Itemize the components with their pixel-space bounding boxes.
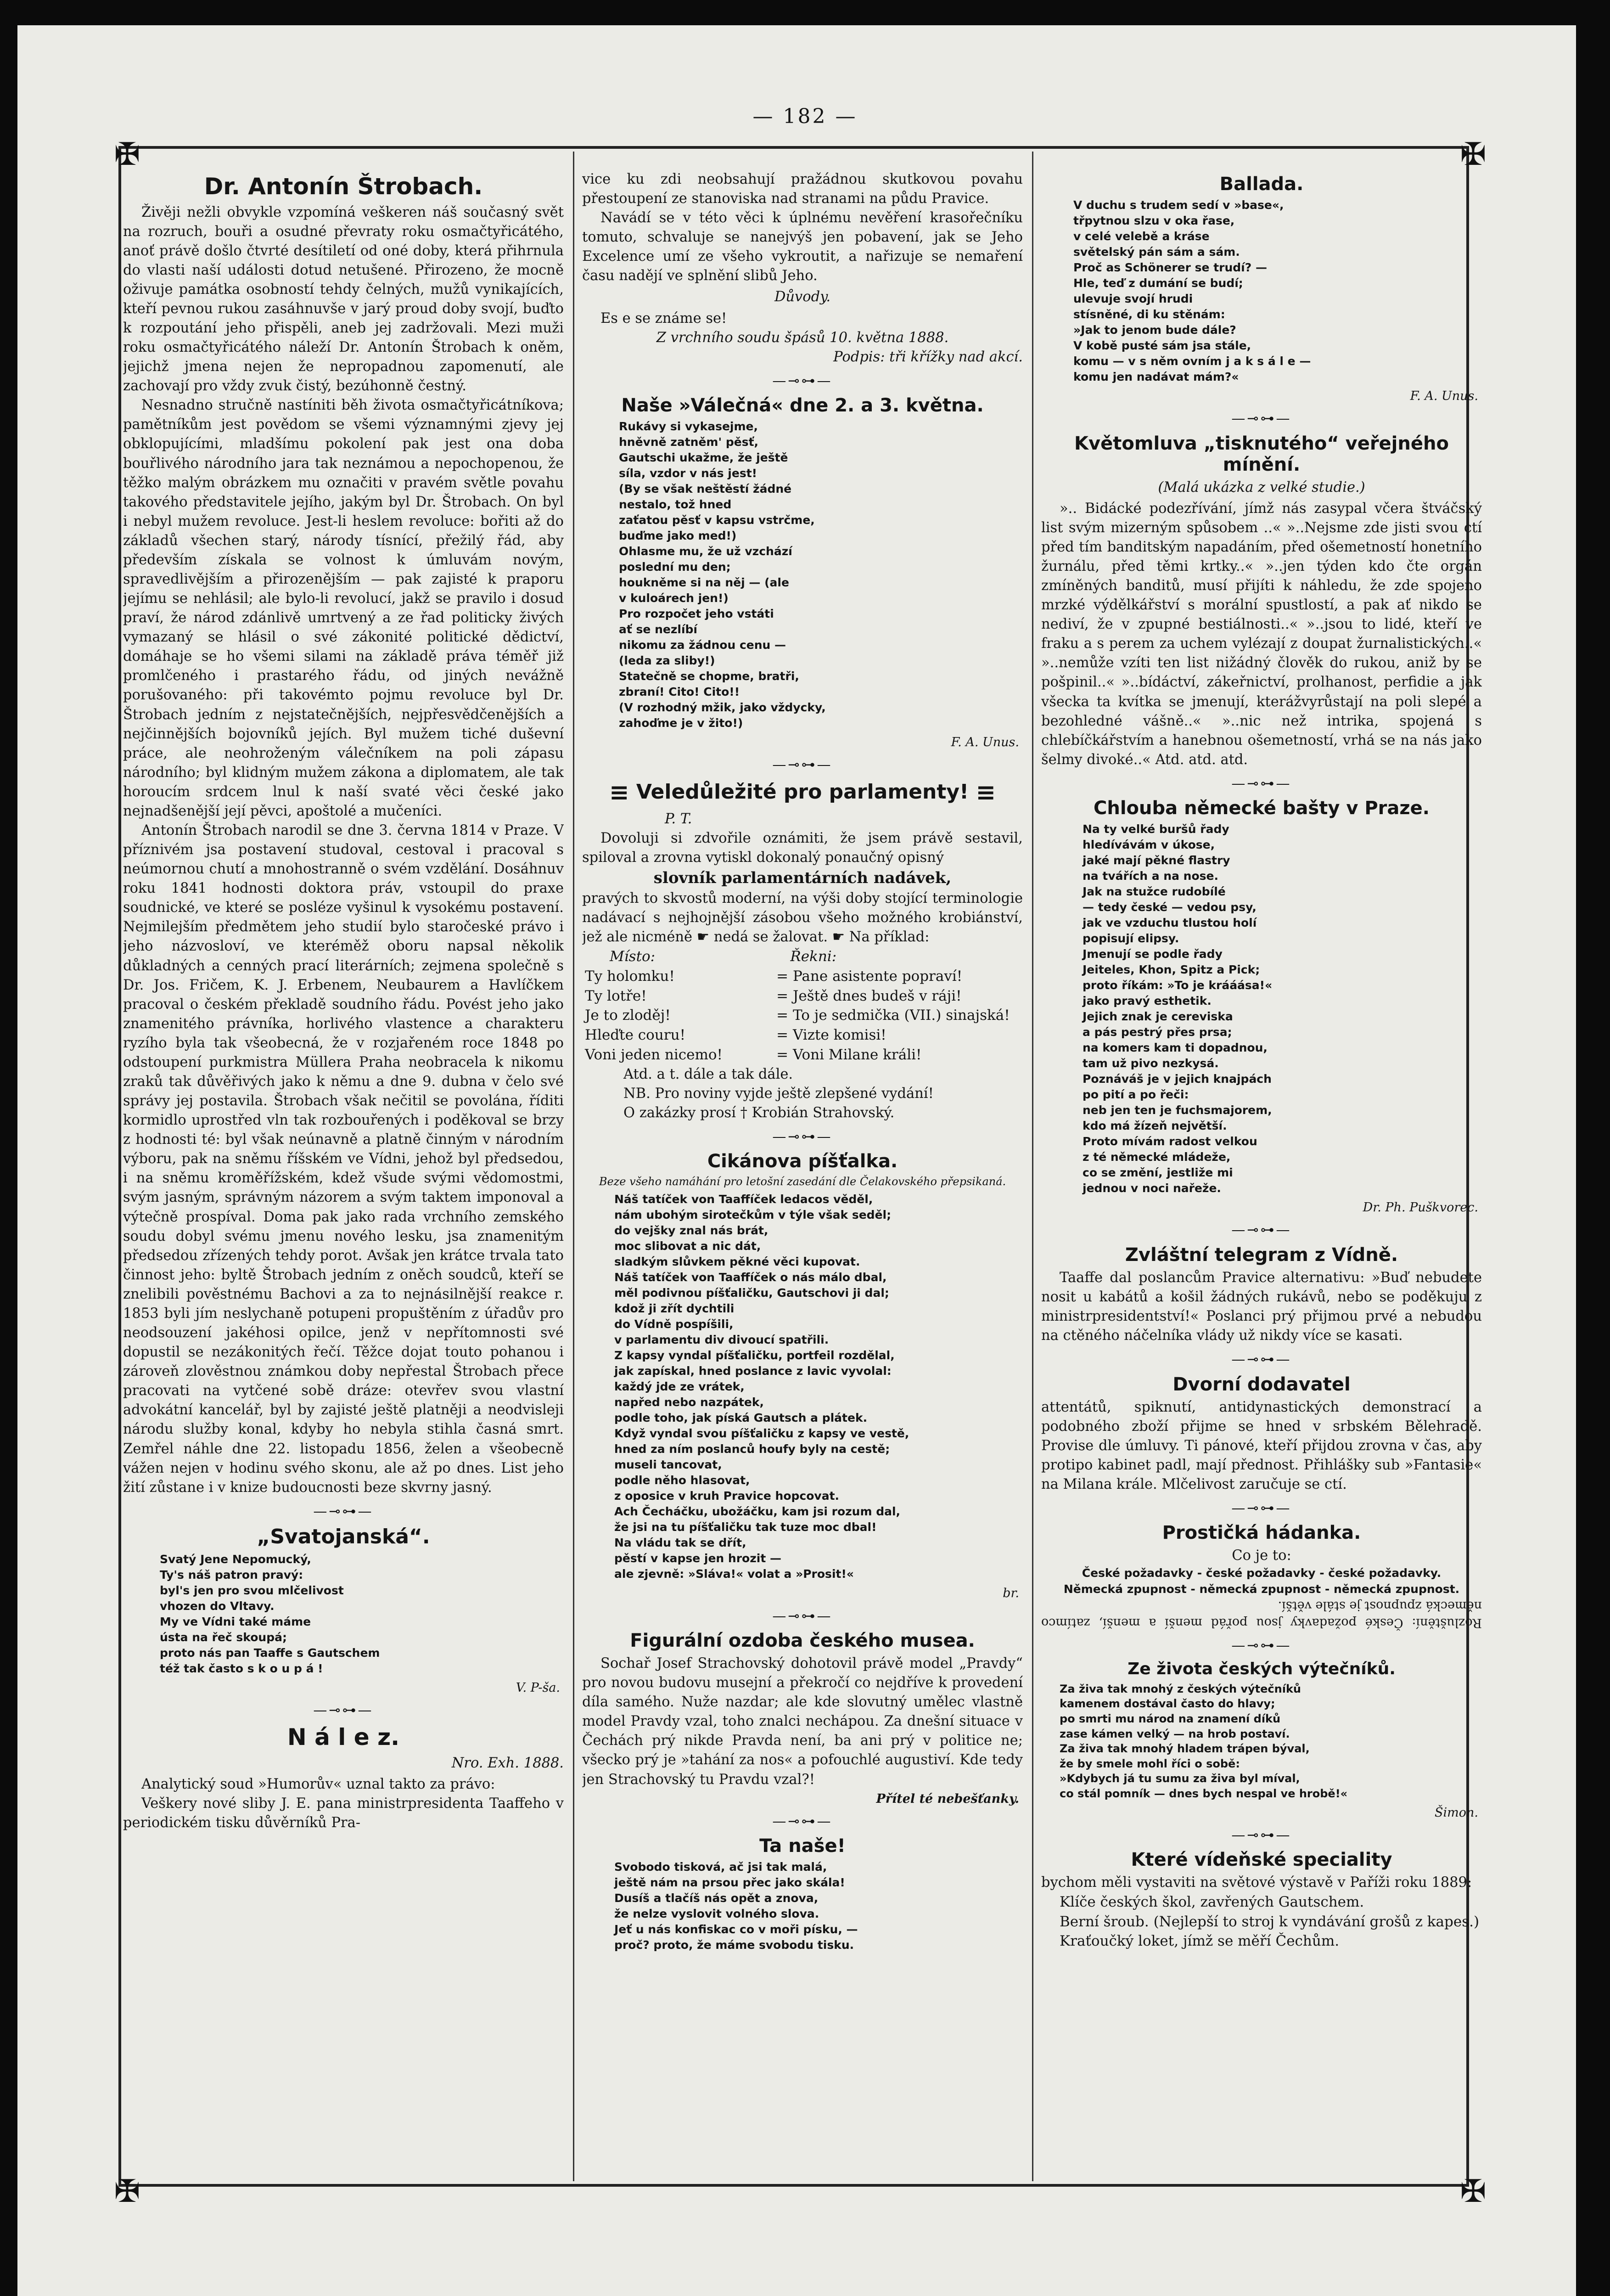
translation: = Pane asistente popraví! <box>776 968 963 985</box>
verse-line: (leda za sliby!) <box>619 654 715 668</box>
verse-line: nám ubohým sirotečkům v týle však seděl; <box>614 1208 892 1222</box>
verse-line: podle něho hlasovat, <box>614 1474 750 1487</box>
verse-line: Náš tatíček von Taaffíček ledacos věděl, <box>614 1193 873 1206</box>
verse-line: nikomu za žádnou cenu — <box>619 638 786 652</box>
verse-line: Jejich znak je cereviska <box>1083 1010 1233 1024</box>
dictionary-row <box>582 986 1023 1006</box>
signature-line: Podpis: tři křížky nad akcí. <box>833 349 1023 365</box>
translation: = Vizte komisi! <box>776 1027 886 1044</box>
verse-line: proto nás pan Taaffe s Gautschem <box>160 1646 380 1660</box>
verse-line: do vejšky znal nás brát, <box>614 1224 769 1238</box>
article-paragraph: Sochař Josef Strachovský dohotovil právě model „Pravdy“ pro novou budovu musejní a překročí co nejdříve k provedení díla samého. Nuže nazdar; ale kde slovutný umělec vlastně model Pravdy vzal, toho znalci nechápou. Za dnešní situace v Čechách prý nikde Pravda není, ba ani prý v politice ne; všecko prý je »tahání za nos« a pofouchlé augustiví. Kde tedy jen Strachovský tu Pravdu vzal?! <box>582 1655 1023 1788</box>
verse-line: proč? proto, že máme svobodu tisku. <box>614 1938 854 1952</box>
dictionary-row <box>582 967 1023 986</box>
verse-line: »Jak to jenom bude dále? <box>1073 323 1236 337</box>
verse-line: Statečně se chopme, bratři, <box>619 670 799 683</box>
verse-line: též tak často s k o u p á ! <box>160 1661 323 1675</box>
verse-line: Svobodo tisková, ač jsi tak malá, <box>614 1860 827 1874</box>
verse-line: Za živa tak mnohý z českých výtečníků <box>1060 1682 1301 1695</box>
riddle-line: České požadavky - české požadavky - české požadavky. <box>1082 1566 1442 1580</box>
verse-line: buďme jako med!) <box>619 529 737 543</box>
verse-line: My ve Vídni také máme <box>160 1615 311 1628</box>
article-title: Květomluva „tisknutého“ veřejného mínění. <box>1074 433 1449 475</box>
verse-line: jako pravý esthetik. <box>1083 994 1212 1008</box>
separator: —⊸⊶— <box>772 1128 833 1145</box>
dictionary-row <box>582 1025 1023 1045</box>
verse-line: co se změní, jestliže mi <box>1083 1166 1233 1180</box>
verse-line: pěstí v kapse jen hrozit — <box>614 1552 781 1565</box>
verse-line: Ach Čecháčku, ubožáčku, kam jsi rozum dal, <box>614 1505 901 1519</box>
verse-line: a pás pestrý přes prsa; <box>1083 1025 1232 1039</box>
verse-line: z oposice v kruh Pravice hopcovat. <box>614 1489 840 1503</box>
column-rule <box>1032 152 1033 2181</box>
article-paragraph: Es e se známe se! <box>600 310 727 326</box>
signature: F. A. Unus. <box>951 735 1019 750</box>
poem-title: Ballada. <box>1219 174 1304 195</box>
verse-line: museli tancovat, <box>614 1458 722 1472</box>
term: Je to zloděj! <box>585 1007 671 1024</box>
poem-title: „Svatojanská“. <box>257 1525 430 1549</box>
article-paragraph: Taaffe dal poslancům Pravice alternativu: »Buď nebudete nosit u kabátů a košil žádných rukávů, nebo se poděkuju z ministrpresidentství!« Poslanci prý přijmou prvé a nebudou na ctěného náčelníka vlády už nikdy více se kasati. <box>1041 1269 1482 1344</box>
verse-line: Za živa tak mnohý hladem trápen býval, <box>1060 1742 1310 1756</box>
verse-line: hledívávám v úkose, <box>1083 838 1215 852</box>
verse-line: třpytnou slzu v oka řase, <box>1073 214 1235 227</box>
verse-line: Na ty velké buršů řady <box>1083 822 1229 836</box>
dictionary-row <box>582 1006 1023 1025</box>
verse-line: Jak na stužce rudobílé <box>1083 885 1226 899</box>
article-paragraph: bychom měli vystaviti na světové výstavě v Paříži roku 1889: <box>1041 1874 1472 1891</box>
verse-line: moc slibovat a nic dát, <box>614 1239 761 1253</box>
verse-line: kdož ji zřít dychtili <box>614 1302 735 1316</box>
verse-line: Pro rozpočet jeho vstáti <box>619 607 774 621</box>
court-line: Z vrchního soudu špásů 10. května 1888. <box>656 329 949 346</box>
separator: —⊸⊶— <box>772 757 833 773</box>
separator: —⊸⊶— <box>772 372 833 389</box>
verse-line: — tedy české — vedou psy, <box>1083 900 1257 914</box>
verse-line: poslední mu den; <box>619 560 731 574</box>
article-paragraph: ».. Bidácké podezřívání, jímž nás zasypal včera štváčský list svým mizerným spůsobem ..« »..Nejsme zde jisti svou ctí před tím banditským napadáním, před ošemetností honetního žurnálu, před těmi krtky..« »..jen týden kdo čte orgán zmíněných banditů, musí přijíti k náhledu, že zde spojeno mrzké výdělkářství s morální spustlostí, a pak ať nikdo se nediví, že v zpupné bestiálnosti..« »..jsou to lidé, kteří ve fraku a s perem za uchem vylézají z doupat žurnalistických..« »..nemůže vzíti ten list nižádný člověk do rukou, aniž by se pošpinil..« »..bídáctví, zákeřnictví, prolhanost, perfidie a jak všecka ta kvítka se jmenují, kterážvyrůstají na poli slepé a bezohledné vášně..« »..nic než intrika, spojená s chlebíčkářstvím a hanebnou ošemetností, vrhá se na nás jako šelmy divoké..« Atd. atd. atd. <box>1041 500 1482 768</box>
speciality-list <box>1041 1892 1482 1950</box>
verse-line: do Vídně pospíšili, <box>614 1317 734 1331</box>
poem-title: Ta naše! <box>759 1835 846 1857</box>
verse-line: komu — v s něm ovním j a k s á l e — <box>1073 355 1311 368</box>
verse-line: sladkým slůvkem pěkné věci kupovat. <box>614 1255 860 1269</box>
list-item: Klíče českých škol, zavřených Gautschem. <box>1060 1894 1364 1911</box>
verse-line: zahoďme je v žito!) <box>619 716 743 730</box>
verse-line: V kobě pusté sám jsa stále, <box>1073 339 1251 352</box>
verse-line: co stál pomník — dnes bych nespal ve hrobě!« <box>1060 1787 1348 1801</box>
article-title: Které vídeňské speciality <box>1131 1849 1392 1871</box>
triple-bar-icon: ≡ <box>609 778 629 806</box>
verse-line: ústa na řeč skoupá; <box>160 1630 287 1644</box>
column-label: Místo: <box>610 948 656 965</box>
article-title: N á l e z. <box>287 1724 400 1751</box>
verse-line: vhozen do Vltavy. <box>160 1599 275 1613</box>
verse-line: ať se nezlíbí <box>619 623 697 636</box>
article-paragraph: Navádí se v této věci k úplnému nevěření krasořečníku tomuto, schvaluje se nanejvýš jen pobavení, jak se Jeho Excelence umí ze všeho vykroutit, a nařizuje se nemaření času nadějí ve splnění slibů Jeho. <box>582 210 1023 284</box>
verse-line: napřed nebo nazpátek, <box>614 1396 764 1409</box>
page-number: — 182 — <box>752 105 858 128</box>
ad-highlight: slovník parlamentárních nadávek, <box>653 868 952 887</box>
triple-bar-icon: ≡ <box>976 778 996 806</box>
poem-verse <box>1083 822 1482 1196</box>
translation: = Voni Milane králi! <box>776 1046 922 1063</box>
verse-line: Ty's náš patron pravý: <box>160 1568 303 1581</box>
verse-line: kdo má žízeň největší. <box>1083 1119 1227 1133</box>
verse-line: na komers kam ti dopadnou, <box>1083 1041 1268 1055</box>
verse-line: hned za ním poslanců houfy byly na cestě; <box>614 1442 890 1456</box>
article-paragraph: Veškery nové sliby J. E. pana ministrpresidenta Taaffeho v periodickém tisku důvěrníků Pra- <box>123 1795 564 1831</box>
verse-line: na tvářích a na nose. <box>1083 869 1218 883</box>
verse-line: hněvně zatněm' pěsť, <box>619 435 759 449</box>
term: Ty holomku! <box>585 968 675 985</box>
ad-paragraph: pravých to skvostů moderní, na výši doby stojící terminologie nadávací s nejhojnější zásobou všeho možného krobiánství, jež ale nicméně ☛ nedá se žalovat. ☛ Na příklad: <box>582 890 1023 945</box>
poem-verse <box>160 1552 564 1677</box>
translation: = Ještě dnes budeš v ráji! <box>776 987 962 1004</box>
verse-line: z té německé mládeže, <box>1083 1150 1231 1164</box>
verse-line: ještě nám na prsou přec jako skála! <box>614 1876 845 1890</box>
verse-line: v celé velebě a kráse <box>1073 230 1210 243</box>
separator: —⊸⊶— <box>1231 1637 1292 1654</box>
corner-ornament-icon: ✠ <box>1460 2173 1487 2210</box>
riddle-answer-upside-down: Rozluštění: České požadavky jsou pořád menší a menší, zatímco německá zpupnost je stále větší. <box>1041 1598 1482 1630</box>
poem-verse <box>614 1859 1023 1953</box>
separator: —⊸⊶— <box>313 1702 374 1718</box>
verse-line: že jsi na tu píšťaličku tak tuze moc dbal! <box>614 1520 877 1534</box>
verse-line: (V rozhodný mžik, jako vždycky, <box>619 701 826 715</box>
corner-ornament-icon: ✠ <box>1460 136 1487 173</box>
riddle-question: Co je to: <box>1232 1548 1291 1564</box>
poem-title: Ze života českých výtečníků. <box>1128 1660 1396 1679</box>
separator: —⊸⊶— <box>1231 411 1292 427</box>
poem-verse <box>614 1192 1023 1582</box>
verse-line: Gautschi ukažme, že ještě <box>619 451 788 465</box>
salutation: P. T. <box>665 810 692 827</box>
verse-line: Proto mívám radost velkou <box>1083 1135 1257 1148</box>
verse-line: každý jde ze vrátek, <box>614 1380 745 1394</box>
signature: F. A. Unus. <box>1410 389 1478 403</box>
corner-ornament-icon: ✠ <box>114 2173 140 2210</box>
verse-line: Jeiteles, Khon, Spitz a Pick; <box>1083 963 1260 977</box>
verse-line: zbraní! Cito! Cito!! <box>619 685 740 699</box>
verse-line: jak ve vzduchu tlustou holí <box>1083 916 1257 930</box>
riddle-line: Německá zpupnost - německá zpupnost - německá zpupnost. <box>1063 1582 1460 1596</box>
verse-line: podle toho, jak píská Gautsch a plátek. <box>614 1411 868 1425</box>
poem-title: Chlouba německé bašty v Praze. <box>1094 798 1430 819</box>
verse-line: jak zapískal, hned poslance z lavic vyvolal: <box>614 1364 892 1378</box>
verse-line: že by smele mohl říci o sobě: <box>1060 1757 1240 1770</box>
verse-line: Proč as Schönerer se trudí? — <box>1073 261 1267 274</box>
article-paragraph: Antonín Štrobach narodil se dne 3. června 1814 v Praze. V příznivém jsa postavení studoval, cestoval i pracoval s neúmornou chutí a mnohostranně o svém vzdělání. Dosáhnuv roku 1841 hodnosti doktora práv, vstoupil do praxe soudnické, ve které se posléze vyšinul k vysokému postavení. Nejmilejším předmětem jeho studií bylo staročeské právo i jeho názvosloví, ve kteréměž oboru napsal několik důkladných a cenných prací literárních; zejmena společně s Dr. Jos. Fričem, K. J. Erbenem, Neubaurem a Havlíčkem pracoval o českém překladě soudního řádu. Povést jeho jako znamenitého právníka, horlivého vlastence a charakteru ryzího byla tak všeobecná, že v rozjařeném roce 1848 po odstoupení purkmistra Müllera Praha neobracela k nikomu zraků tak důvěřivých jako k němu a dne 9. dubna v čelo své správy jej postavila. Štrobach však nečitil se povolána, říditi kormidlo uprostřed vln tak rozbouřených i poděkoval se brzy z hodnosti té: byl však neúnavně a platně činným v národním výboru, pak na sněmu říšském ve Vídni, jehož byl předsedou, i na sněmu kroměřížském, kdež všude svými vědomostmi, svým jasným, správným názorem a svým taktem imponoval a výtečně prospíval. Doma pak jako rada vrchního zemského soudu dobyl svému jmenu nového lesku, jsa znamenitým předsedou zřízených tehdy porot. Avšak jen krátce trvala tato činnost jeho: byltě Štrobach jedním z oněch soudců, kteří se znelibili pověstnému Bachovi a za to nejnásilnější reakce r. 1853 byli jím neslychaně potupeni propuštěním z úřadův pro neodsouzení jakéhosi opilce, jenž v nepřítomnosti své dopustil se nezákonitých řečí. Těžce dojat touto pohanou i zároveň zlověstnou známkou doby nepřestal Štrobach přece pracovati na vytčené sobě dráze: otevřev svou vlastní advokátní kancelář, byl by zajisté ještě platněji a neodvisleji národu služby konal, kdyby ho nebyla stihla časná smrt. Zemřel náhle dne 22. listopadu 1856, želen a všeobecně vážen nejen v hodinu svého skonu, ale až po dnes. List jeho žití zůstane i v knize budoucnosti beze skvrny jasný. <box>123 822 564 1496</box>
corner-ornament-icon: ✠ <box>114 136 140 173</box>
term: Hleďte couru! <box>585 1027 686 1044</box>
article-subtitle: (Malá ukázka z velké studie.) <box>1158 479 1365 495</box>
signature: br. <box>1003 1586 1019 1601</box>
ad-line: O zakázky prosí † Krobián Strahovský. <box>623 1104 895 1121</box>
ad-line: Atd. a t. dále a tak dále. <box>623 1066 793 1082</box>
verse-line: Na vládu tak se dřít, <box>614 1536 746 1550</box>
verse-line: jednou v noci nařeže. <box>1083 1182 1221 1195</box>
signature: Přítel té nebešťanky. <box>876 1791 1019 1806</box>
column-2 <box>582 170 1023 2181</box>
riddle-title: Prostičká hádanka. <box>1162 1522 1361 1544</box>
verse-line: po smrti mu národ na znamení díků <box>1060 1712 1281 1725</box>
article-paragraph: Analytický soud »Humorův« uznal takto za právo: <box>141 1776 495 1792</box>
ad-title <box>582 779 1023 807</box>
verse-line: proto říkám: »To je krááása!« <box>1083 979 1273 992</box>
column-rule <box>573 152 574 2181</box>
verse-line: Poznáváš je v jejich knajpách <box>1083 1072 1272 1086</box>
article-title: Dr. Antonín Štrobach. <box>204 173 483 200</box>
article-paragraph: attentátů, spiknutí, antidynastických demonstrací a podobného zboží přijme se hned v srbském Bělehradě. Provise dle úmluvy. Ti pánové, kteří přijdou zrovna v čas, aby protipo kabinet padl, mají přednost. Přihlášky sub »Fantasie« na Milana krále. Mlčelivost zaručuje se ctí. <box>1041 1399 1482 1492</box>
article-paragraph: vice ku zdi neobsahují pražádnou skutkovou povahu přestoupení ze stanoviska nad stranami na půdu Pravice. <box>582 171 1023 207</box>
list-item: Kraťoučký loket, jímž se měří Čechům. <box>1060 1932 1340 1949</box>
verse-line: Hle, teď z dumání se budí; <box>1073 276 1243 290</box>
poem-verse <box>1060 1682 1482 1801</box>
poem-subtitle: Beze všeho namáhání pro letošní zasedání dle Čelakovského přepsikaná. <box>599 1175 1006 1188</box>
verse-line: Rukávy si vykasejme, <box>619 420 758 433</box>
verse-line: kamenem dostával často do hlavy; <box>1060 1697 1275 1711</box>
verse-line: tam už pivo nezkysá. <box>1083 1057 1219 1070</box>
signature: Šimon. <box>1435 1805 1478 1820</box>
subheading: Důvody. <box>774 289 831 305</box>
ad-paragraph: Dovoluji si zdvořile oznámiti, že jsem právě sestavil, spiloval a zrovna vytiskl dokonalý ponaučný opisný <box>582 830 1023 866</box>
verse-line: nestalo, tož hned <box>619 498 732 512</box>
list-item: Berní šroub. (Nejlepší to stroj k vyndávání grošů z kapes.) <box>1060 1913 1480 1930</box>
verse-line: zase kámen velký — na hrob postaví. <box>1060 1727 1290 1740</box>
verse-line: že nelze vyslovit volného slova. <box>614 1907 819 1921</box>
signature: V. P-ša. <box>516 1680 560 1695</box>
verse-line: Náš tatíček von Taaffíček o nás málo dbal, <box>614 1271 887 1284</box>
verse-line: v kuloárech jen!) <box>619 591 729 605</box>
dictionary-row <box>582 1045 1023 1065</box>
separator: —⊸⊶— <box>1231 1222 1292 1238</box>
verse-line: (By se však neštěstí žádné <box>619 482 792 496</box>
poem-verse <box>619 419 1023 731</box>
verse-line: Když vyndal svou píšťaličku z kapsy ve vestě, <box>614 1427 909 1441</box>
term: Voni jeden nicemo! <box>585 1046 723 1063</box>
separator: —⊸⊶— <box>1231 1500 1292 1516</box>
verse-line: byl's jen pro svou mlčelivost <box>160 1583 344 1597</box>
article-title: Figurální ozdoba českého musea. <box>630 1630 975 1652</box>
verse-line: ale zjevně: »Sláva!« volat a »Prosit!« <box>614 1567 854 1581</box>
signature: Dr. Ph. Puškvorec. <box>1363 1200 1478 1215</box>
verse-line: po pití a po řeči: <box>1083 1088 1189 1102</box>
article-paragraph: Nesnadno stručně nastíniti běh života osmačtyřicátníkova; pamětníkům jest povědom se všemi významnými zjevy jej obklopujícími, mladšímu pokolení pak jest ona doba bouřlivého národního jara tak neznámou a nepochopenou, že těžko malým obrázkem mu označiti v pravém světle povahu takového představitele jejího, jakým byl Dr. Štrobach. On byl i nebyl mužem revoluce. Jest-li heslem revoluce: bořiti až do základů všechen starý, národy tísnící, přežilý řád, aby především získala se volnost k úmluvám novým, spravedlivějším a přirozenějším — pak zajisté k praporu jejímu se nehlásil; ale bylo-li revolucí, jakž se pravilo i dosud praví, že národ zdánlivě umrtvený a ze řad politicky živých vymazaný se hlásil o své zákonité politické dědictví, domáhaje se ho všemi silami na základě práva téměř již promlčeného i prastarého řádu, od jiných nevážně porušovaného: při takovémto pojmu revoluce byl Dr. Štrobach jedním z nejstatečnějších, nejpřesvědčenějších a nejčinnějších bojovníků jejích. Byl mužem tiché duševní práce, ale neohroženým válečníkem na poli zápasu národního; byl klidným mužem zákona a diplomatem, ale tak horoucím srdcem lnul k naší svaté věci české jako nejnadšenější její pěvci, apoštolé a mučeníci. <box>123 397 564 819</box>
article-title: Dvorní dodavatel <box>1172 1373 1351 1395</box>
verse-line: v parlamentu div divoucí spatřili. <box>614 1333 829 1347</box>
column-3 <box>1041 170 1482 2181</box>
article-title: Zvláštní telegram z Vídně. <box>1125 1244 1398 1266</box>
verse-line: Dusíš a tlačíš nás opět a znova, <box>614 1891 819 1905</box>
term: Ty lotře! <box>585 987 647 1004</box>
separator: —⊸⊶— <box>1231 1827 1292 1843</box>
verse-line: stísněné, di ku stěnám: <box>1073 308 1225 321</box>
dictionary-header <box>582 947 1023 967</box>
verse-line: houkněme si na něj — (ale <box>619 576 789 590</box>
verse-line: neb jen ten je fuchsmajorem, <box>1083 1103 1272 1117</box>
verse-line: komu jen nadávat mám?« <box>1073 370 1239 383</box>
ad-line: NB. Pro noviny vyjde ještě zlepšené vydání! <box>623 1085 934 1102</box>
verse-line: »Kdybych já tu sumu za živa byl míval, <box>1060 1772 1300 1785</box>
separator: —⊸⊶— <box>313 1503 374 1519</box>
column-1 <box>123 170 564 2181</box>
verse-line: Jeť u nás konfiskac co v moři písku, — <box>614 1923 858 1936</box>
verse-line: jaké mají pěkné flastry <box>1083 854 1230 867</box>
verse-line: ulevuje svojí hrudi <box>1073 292 1193 305</box>
verse-line: Svatý Jene Nepomucký, <box>160 1552 311 1566</box>
poem-verse <box>1073 197 1482 385</box>
translation: = To je sedmička (VII.) sinajská! <box>776 1007 1010 1024</box>
verse-line: světelský pán sám a sám. <box>1073 245 1240 259</box>
separator: —⊸⊶— <box>1231 1351 1292 1368</box>
poem-title: Naše »Válečná« dne 2. a 3. května. <box>621 395 984 416</box>
article-subtitle: Nro. Exh. 1888. <box>451 1755 564 1771</box>
verse-line: síla, vzdor v nás jest! <box>619 467 757 480</box>
separator: —⊸⊶— <box>772 1813 833 1829</box>
poem-title: Cikánova píšťalka. <box>707 1151 898 1172</box>
ad-title-text: Veledůležité pro parlamenty! <box>636 780 969 804</box>
separator: —⊸⊶— <box>1231 775 1292 792</box>
verse-line: V duchu s trudem sedí v »base«, <box>1073 198 1284 212</box>
verse-line: Z kapsy vyndal píšťaličku, portfeil rozdělal, <box>614 1349 895 1362</box>
verse-line: Jmenují se podle řady <box>1083 947 1223 961</box>
article-paragraph: Živěji nežli obvykle vzpomíná veškeren náš současný svět na rozruch, bouři a osudné převraty roku osmačtyřicátého, anoť právě došlo čtvrté desítiletí od oné doby, která přihrnula do vlasti naší události dotud netušené. Přirozeno, že mocně oživuje památka osobností tehdy čelných, mužů vynikajících, kteří pevnou rukou zasáhnuvše v jarý proud doby svojí, buďto k rozpoutání jeho přispěli, aneb jej zadržovali. Mezi muži roku osmačtyřicátého náleží Dr. Antonín Štrobach k oněm, jejichž jmena nejen že nepropadnou zapomenutí, ale zachovají pro vždy zvuk čistý, bezúhonně čestný. <box>123 204 564 394</box>
verse-line: zaťatou pěsť v kapsu vstrčme, <box>619 513 815 527</box>
separator: —⊸⊶— <box>772 1608 833 1624</box>
column-label: Řekni: <box>790 948 837 965</box>
verse-line: Ohlasme mu, že už vzchází <box>619 545 792 558</box>
verse-line: měl podivnou píšťaličku, Gautschovi ji dal; <box>614 1286 889 1300</box>
verse-line: popisují elipsy. <box>1083 932 1179 945</box>
